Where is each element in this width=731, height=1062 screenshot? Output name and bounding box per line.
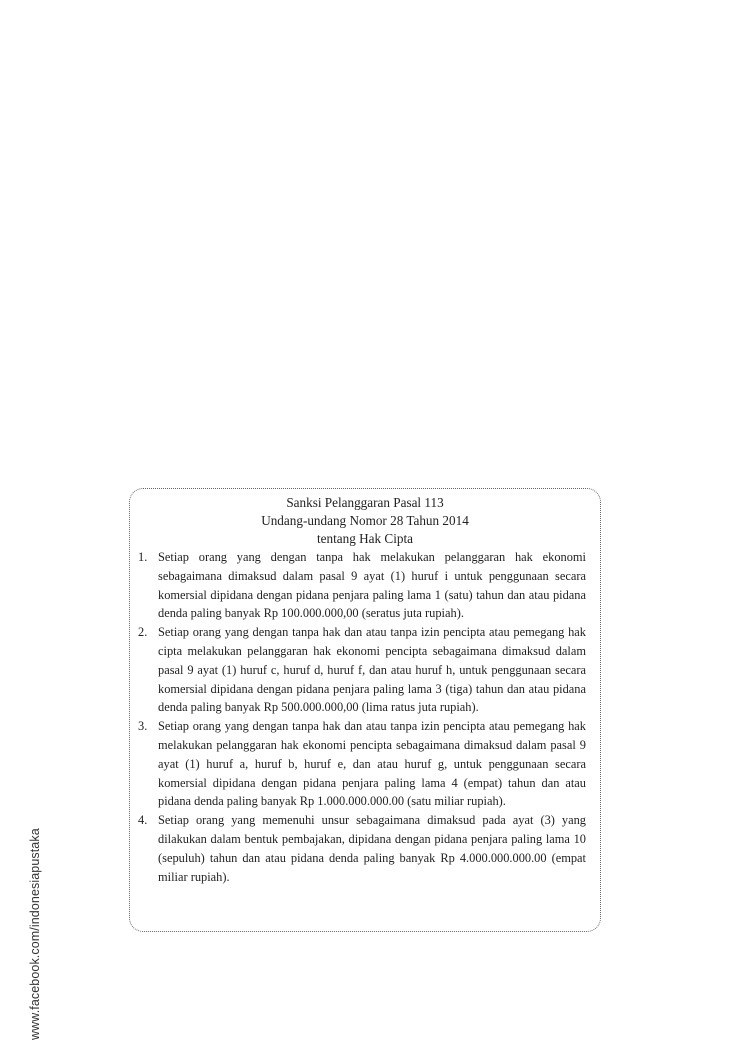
list-item	[138, 548, 586, 623]
list-item	[138, 717, 586, 811]
item-number: 1.	[138, 550, 148, 564]
heading-line-2: Undang-undang Nomor 28 Tahun 2014	[261, 513, 469, 528]
item-number: 3.	[138, 719, 148, 734]
item-text: Setiap orang yang memenuhi unsur sebagaimana dimaksud pada ayat (3) yang dilakukan dalam bentuk pembajakan, dipidana dengan pidana penjara paling lama 10 (sepuluh) tahun dan atau pidana denda paling banyak Rp 4.000.000.000.00 (empat miliar rupiah).	[158, 813, 586, 884]
item-number: 4.	[138, 813, 148, 828]
heading-line-3: tentang Hak Cipta	[317, 531, 413, 546]
sanctions-list	[138, 548, 586, 886]
item-text: Setiap orang yang dengan tanpa hak dan atau tanpa izin pencipta atau pemegang hak cipta melakukan pelanggaran hak ekonomi pencipta sebagaimana dimaksud dalam pasal 9 ayat (1) huruf c, huruf d, huruf f, dan atau huruf h, untuk penggunaan secara komersial dipidana dengan pidana penjara paling lama 3 (tiga) tahun dan atau pidana denda paling banyak Rp 500.000.000,00 (lima ratus juta rupiah).	[158, 625, 586, 715]
heading-line-1: Sanksi Pelanggaran Pasal 113	[286, 495, 444, 510]
item-text: Setiap orang yang dengan tanpa hak dan atau tanpa izin pencipta atau pemegang hak melakukan pelanggaran hak ekonomi pencipta sebagaimana dimaksud dalam pasal 9 ayat (1) huruf a, huruf b, huruf e, dan atau huruf g, untuk penggunaan secara komersial dipidana dengan pidana penjara paling lama 4 (empat) tahun dan atau pidana denda paling banyak Rp 1.000.000.000.00 (satu miliar rupiah).	[158, 719, 586, 809]
item-text: Setiap orang yang dengan tanpa hak melakukan pelanggaran hak ekonomi sebagaimana dimaksud dalam pasal 9 ayat (1) huruf i untuk penggunaan secara komersial dipidana dengan pidana penjara paling lama 1 (satu) tahun dan atau pidana denda paling banyak Rp 100.000.000,00 (seratus juta rupiah).	[158, 550, 586, 621]
list-item	[138, 811, 586, 886]
sanctions-heading	[129, 494, 601, 548]
side-url-watermark: www.facebook.com/indonesiapustaka	[28, 828, 42, 1040]
list-item	[138, 623, 586, 717]
item-number: 2.	[138, 625, 148, 640]
